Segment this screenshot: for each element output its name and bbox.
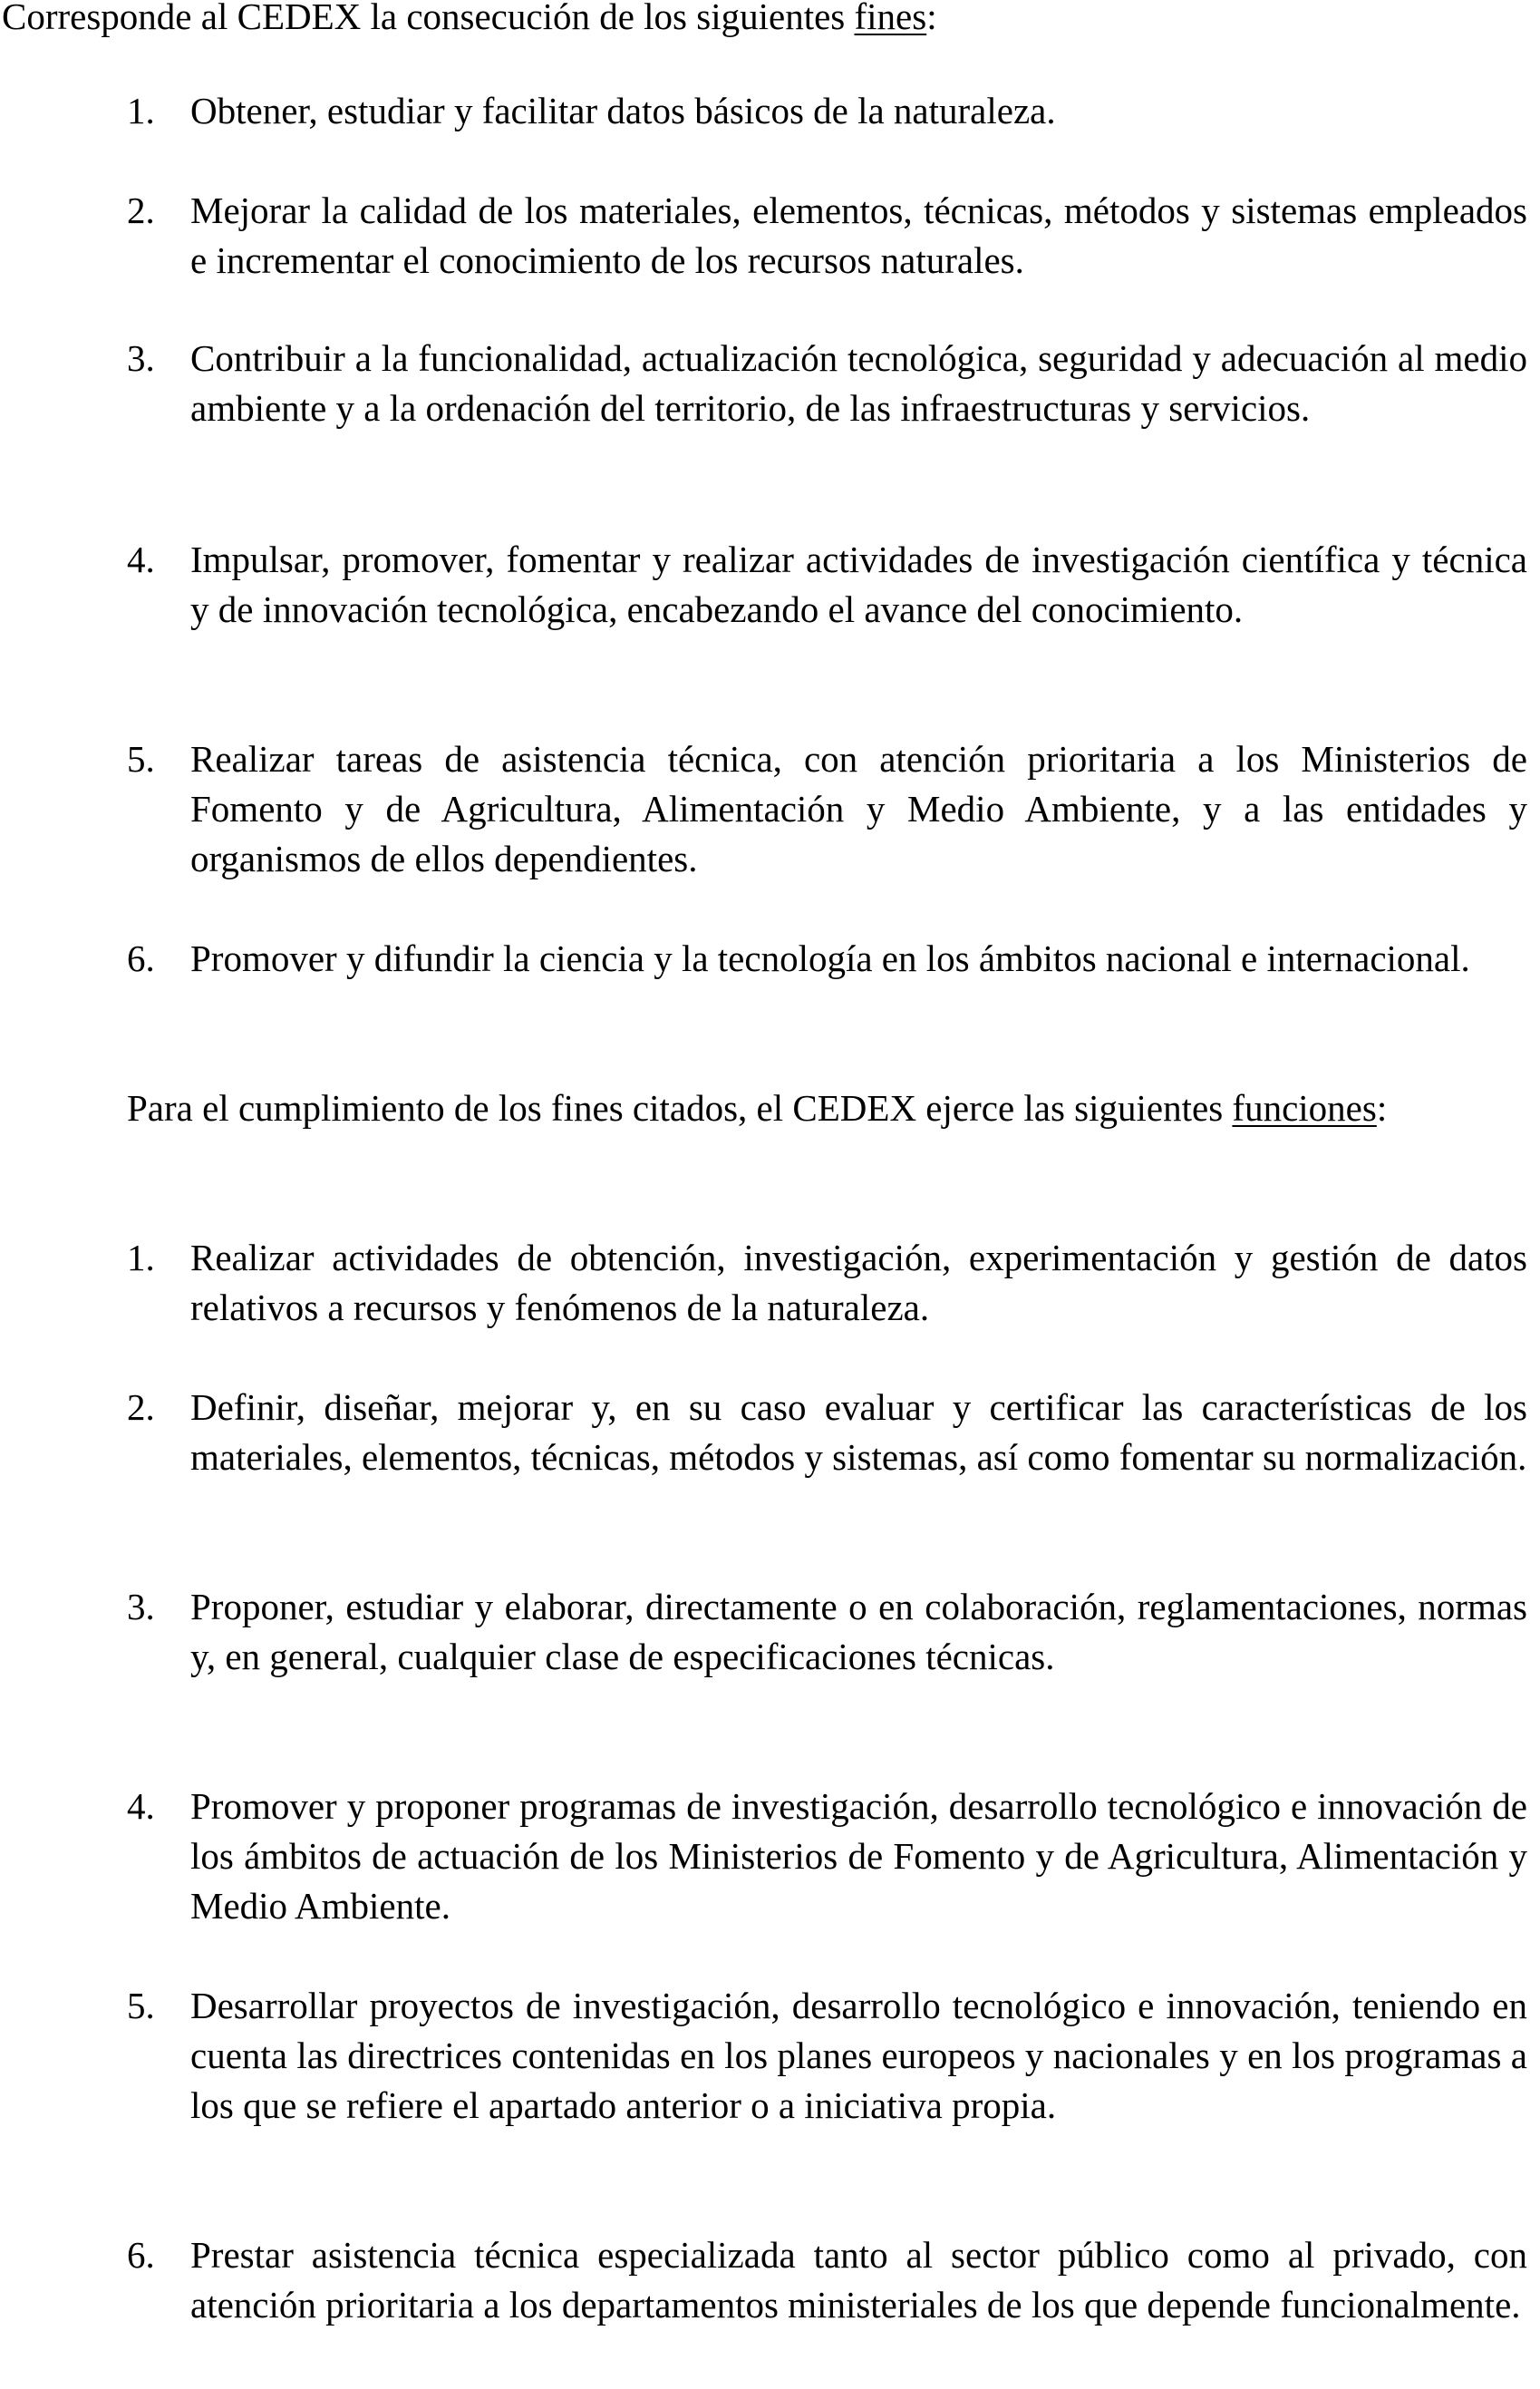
funciones-item-number: 4.	[127, 1785, 155, 1827]
funciones-item-number: 6.	[127, 2234, 155, 2276]
fines-item-text: Contribuir a la funcionalidad, actualización tecnológica, seguridad y adecuación al medio ambiente y a la ordenación del territorio, de las infraestructuras y servicios.	[190, 337, 1527, 429]
funciones-item-number: 5.	[127, 1985, 155, 2026]
funciones-item	[127, 2230, 1527, 2330]
fines-item-text: Impulsar, promover, fomentar y realizar actividades de investigación científica y técnica y de innovación tecnológica, encabezando el avance del conocimiento.	[190, 539, 1527, 630]
funciones-item-number: 3.	[127, 1586, 155, 1627]
funciones-intro-underlined: funciones	[1232, 1087, 1377, 1129]
fines-item-number: 1.	[127, 90, 155, 131]
fines-item	[127, 535, 1527, 635]
funciones-item-text: Proponer, estudiar y elaborar, directamente o en colaboración, reglamentaciones, normas y, en general, cualquier clase de especificaciones técnicas.	[190, 1586, 1527, 1677]
funciones-item	[127, 1981, 1527, 2131]
funciones-intro	[127, 1083, 1527, 1133]
fines-item-number: 5.	[127, 738, 155, 780]
funciones-item-text: Definir, diseñar, mejorar y, en su caso evaluar y certificar las características de los materiales, elementos, técnicas, métodos y sistemas, así como fomentar su normalización.	[190, 1386, 1527, 1478]
fines-intro-underlined: fines	[854, 0, 927, 37]
funciones-intro-tail: :	[1376, 1087, 1388, 1129]
fines-item-number: 2.	[127, 189, 155, 231]
fines-item-number: 6.	[127, 937, 155, 979]
fines-item-number: 4.	[127, 539, 155, 580]
fines-item	[127, 934, 1527, 984]
funciones-item-number: 1.	[127, 1237, 155, 1278]
funciones-item-text: Promover y proponer programas de investigación, desarrollo tecnológico e innovación de los ámbitos de actuación de los Ministerios de Fomento y de Agricultura, Alimentación y Medio Ambiente.	[190, 1785, 1527, 1927]
fines-item	[127, 334, 1527, 433]
fines-item-text: Mejorar la calidad de los materiales, elementos, técnicas, métodos y sistemas empleados e incrementar el conocimiento de los recursos naturales.	[190, 189, 1527, 281]
fines-item-number: 3.	[127, 337, 155, 379]
fines-item-text: Obtener, estudiar y facilitar datos básicos de la naturaleza.	[190, 90, 1056, 131]
fines-intro	[2, 0, 1180, 42]
funciones-item	[127, 1782, 1527, 1931]
fines-item	[127, 186, 1527, 286]
fines-intro-lead: Corresponde al CEDEX la consecución de los siguientes	[2, 0, 855, 37]
funciones-item	[127, 1233, 1527, 1333]
funciones-item-number: 2.	[127, 1386, 155, 1428]
fines-item	[127, 86, 1527, 136]
funciones-item	[127, 1383, 1527, 1482]
funciones-intro-lead: Para el cumplimiento de los fines citados, el CEDEX ejerce las siguientes	[127, 1087, 1233, 1129]
funciones-item-text: Prestar asistencia técnica especializada tanto al sector público como al privado, con atención prioritaria a los departamentos ministeriales de los que depende funcionalmente.	[190, 2234, 1527, 2326]
funciones-item	[127, 1582, 1527, 1682]
fines-item	[127, 734, 1527, 884]
funciones-item-text: Realizar actividades de obtención, investigación, experimentación y gestión de datos relativos a recursos y fenómenos de la naturaleza.	[190, 1237, 1527, 1328]
fines-intro-tail: :	[926, 0, 937, 37]
fines-item-text: Realizar tareas de asistencia técnica, con atención prioritaria a los Ministerios de Fomento y de Agricultura, Alimentación y Medio Ambiente, y a las entidades y organismos de ellos dependientes.	[190, 738, 1527, 879]
funciones-item-text: Desarrollar proyectos de investigación, desarrollo tecnológico e innovación, teniendo en cuenta las directrices contenidas en los planes europeos y nacionales y en los programas a los que se refiere el apartado anterior o a iniciativa propia.	[190, 1985, 1527, 2126]
fines-item-text: Promover y difundir la ciencia y la tecnología en los ámbitos nacional e internacional.	[190, 937, 1470, 979]
